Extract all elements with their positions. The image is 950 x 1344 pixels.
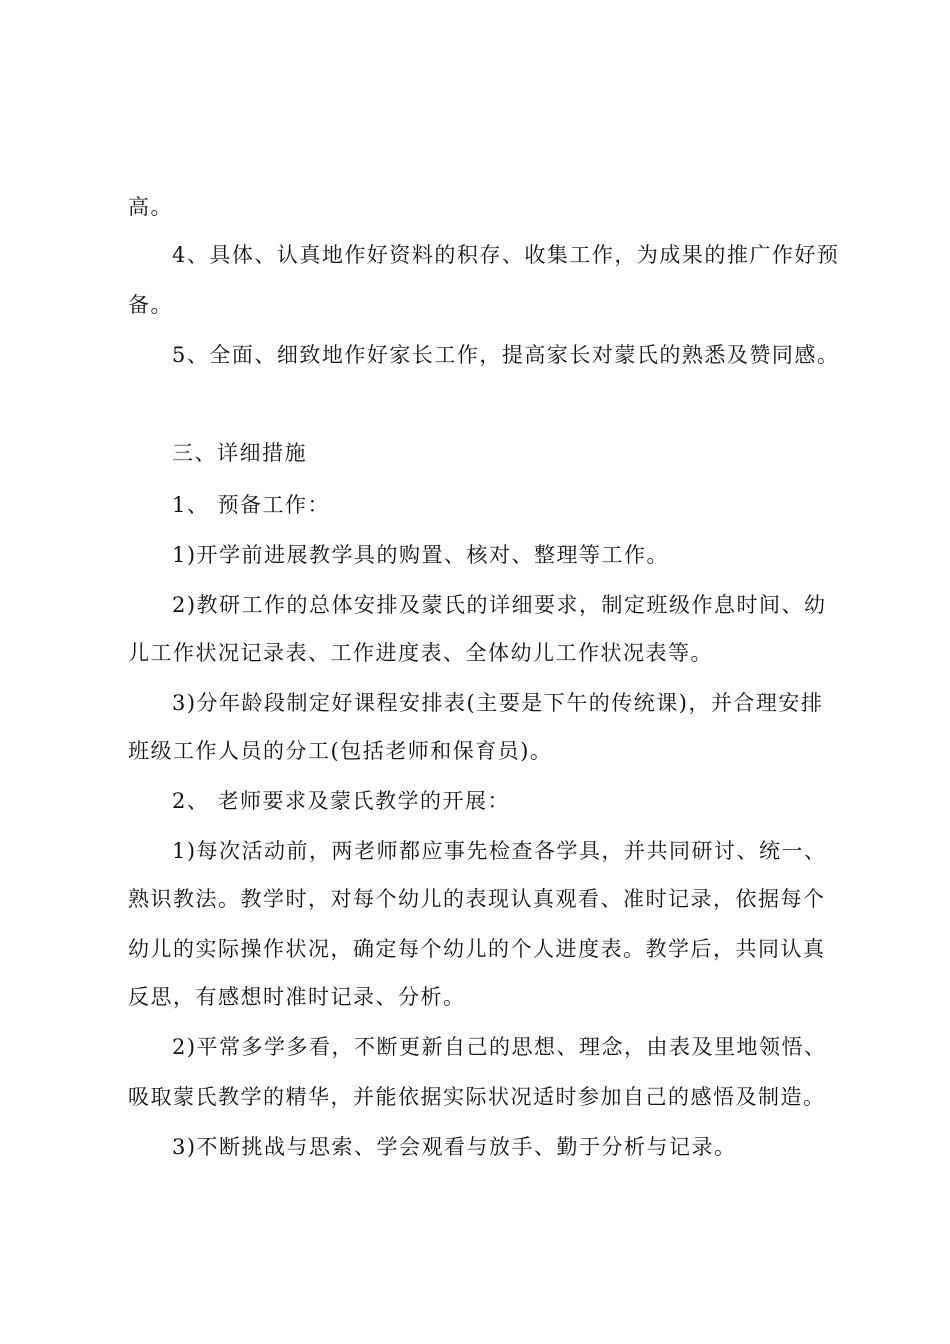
text-line: 吸取蒙氏教学的精华，并能依据实际状况适时参加自己的感悟及制造。 (128, 1085, 826, 1109)
text-line: 班级工作人员的分工(包括老师和保育员)。 (128, 739, 553, 763)
text-line: 2)平常多学多看，不断更新自己的思想、理念，由表及里地领悟、 (172, 1035, 827, 1059)
text-line: 备。 (128, 293, 173, 317)
text-line: 4、具体、认真地作好资料的积存、收集工作，为成果的推广作好预 (172, 243, 840, 267)
subsection-heading: 2、 老师要求及蒙氏教学的开展： (172, 789, 511, 813)
text-line: 2)教研工作的总体安排及蒙氏的详细要求，制定班级作息时间、幼 (172, 593, 827, 617)
text-line: 儿工作状况记录表、工作进度表、全体幼儿工作状况表等。 (128, 641, 713, 665)
text-line: 3)分年龄段制定好课程安排表(主要是下午的传统课)，并合理安排 (172, 691, 824, 715)
text-line: 5、全面、细致地作好家长工作，提高家长对蒙氏的熟悉及赞同感。 (172, 343, 840, 367)
text-line: 熟识教法。教学时，对每个幼儿的表现认真观看、准时记录，依据每个 (128, 887, 826, 911)
text-line: 幼儿的实际操作状况，确定每个幼儿的个人进度表。教学后，共同认真 (128, 937, 826, 961)
text-line: 高。 (128, 195, 173, 219)
text-line: 反思，有感想时准时记录、分析。 (128, 985, 466, 1009)
text-line: 3)不断挑战与思索、学会观看与放手、勤于分析与记录。 (172, 1135, 737, 1159)
subsection-heading: 1、 预备工作： (172, 493, 331, 517)
text-line: 1)开学前进展教学具的购置、核对、整理等工作。 (172, 543, 670, 567)
text-line: 1)每次活动前，两老师都应事先检查各学具，并共同研讨、统一、 (172, 839, 827, 863)
section-heading: 三、详细措施 (172, 441, 307, 465)
